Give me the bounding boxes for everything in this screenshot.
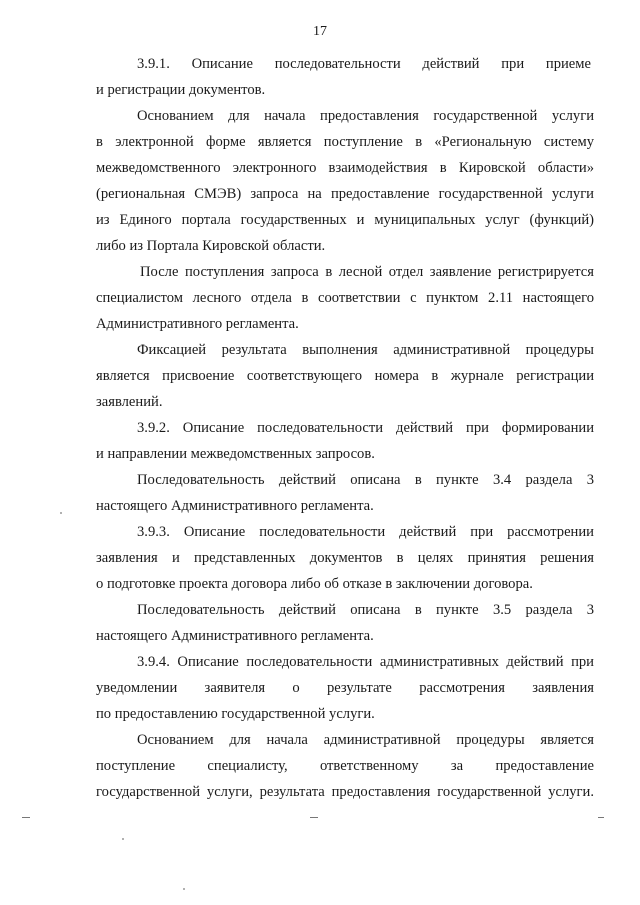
text-line: Последовательность действий описана в пункте 3.5 раздела 3 [137, 602, 594, 618]
text-line: поступление специалисту, ответственному за предоставление [96, 758, 594, 774]
text-line: и регистрации документов. [96, 82, 266, 98]
text-line: заявлений. [96, 394, 163, 410]
text-line: После поступления запроса в лесной отдел заявление регистрируется [140, 264, 594, 280]
text-line: либо из Портала Кировской области. [96, 238, 326, 254]
text-line: специалистом лесного отдела в соответствии с пунктом 2.11 настоящего [96, 290, 594, 306]
text-line: Основанием для начала административной процедуры является [137, 732, 594, 748]
scan-mark [310, 817, 318, 818]
text-line: 3.9.2. Описание последовательности действий при формировании [137, 420, 594, 436]
text-line: Административного регламента. [96, 316, 299, 332]
scan-dot [183, 888, 185, 890]
page-number: 17 [313, 24, 327, 39]
text-line: 3.9.1. Описание последовательности действий при приеме [137, 56, 591, 72]
scan-mark [22, 817, 30, 818]
scan-dot [60, 512, 62, 514]
text-line: в электронной форме является поступление в «Региональную систему [96, 134, 594, 150]
text-line: настоящего Административного регламента. [96, 628, 374, 644]
scan-dot [122, 838, 124, 840]
text-line: настоящего Административного регламента. [96, 498, 374, 514]
scan-mark [598, 817, 604, 818]
text-line: межведомственного электронного взаимодействия в Кировской области» [96, 160, 594, 176]
text-line: и направлении межведомственных запросов. [96, 446, 375, 462]
text-line: о подготовке проекта договора либо об отказе в заключении договора. [96, 576, 533, 592]
text-line: Фиксацией результата выполнения административной процедуры [137, 342, 594, 358]
text-line: 3.9.4. Описание последовательности административных действий при [137, 654, 594, 670]
text-line: (региональная СМЭВ) запроса на предоставление государственной услуги [96, 186, 594, 202]
text-line: Последовательность действий описана в пункте 3.4 раздела 3 [137, 472, 594, 488]
text-line: государственной услуги, результата предоставления государственной услуги. [96, 784, 594, 800]
text-line: 3.9.3. Описание последовательности действий при рассмотрении [137, 524, 594, 540]
text-line: из Единого портала государственных и муниципальных услуг (функций) [96, 212, 594, 228]
text-line: по предоставлению государственной услуги. [96, 706, 375, 722]
text-line: является присвоение соответствующего номера в журнале регистрации [96, 368, 594, 384]
text-line: уведомлении заявителя о результате рассмотрения заявления [96, 680, 594, 696]
text-line: Основанием для начала предоставления государственной услуги [137, 108, 594, 124]
text-line: заявления и представленных документов в целях принятия решения [96, 550, 594, 566]
